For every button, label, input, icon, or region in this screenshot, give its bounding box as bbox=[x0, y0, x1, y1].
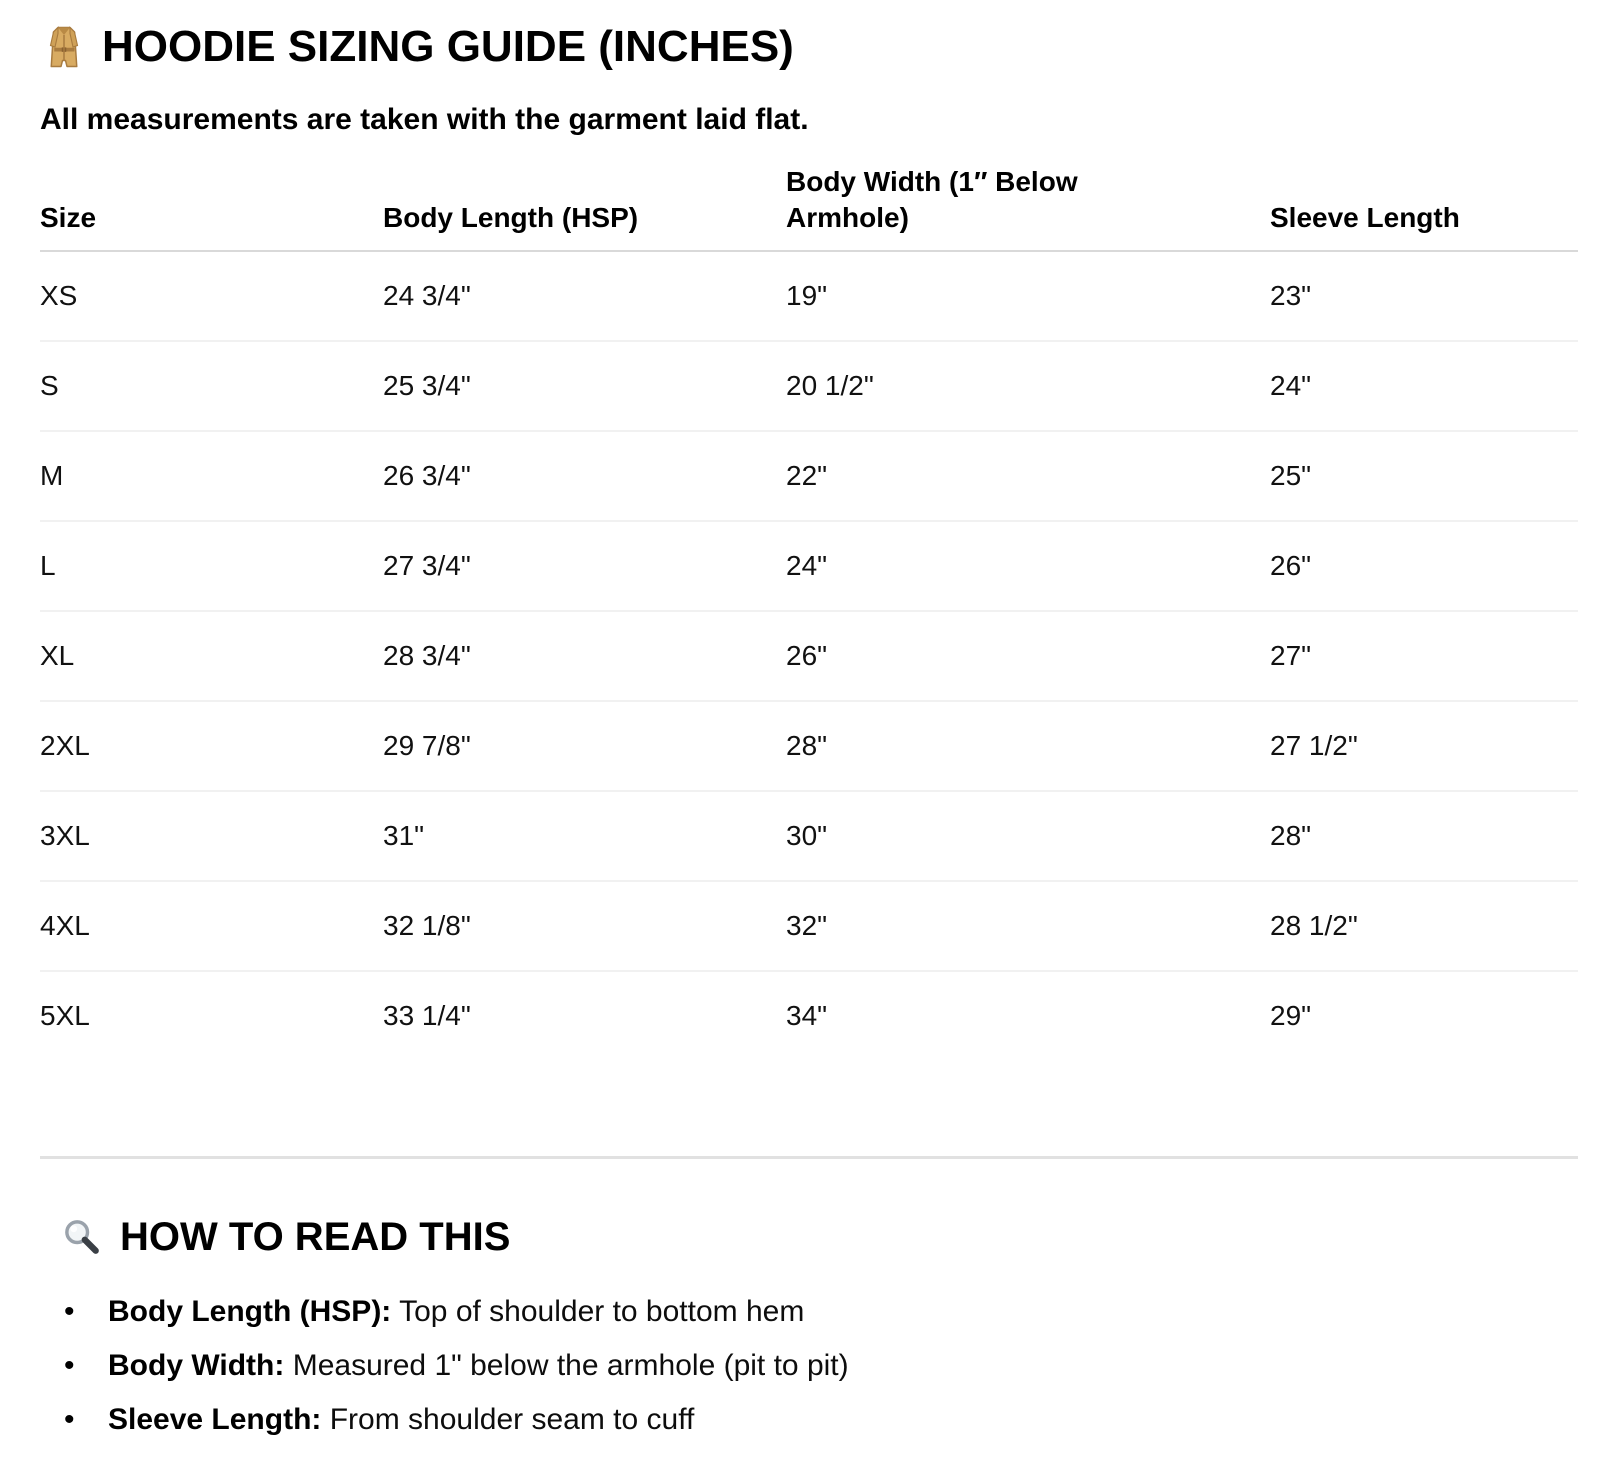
bullet-label: Body Width: bbox=[108, 1349, 285, 1382]
cell-size: XL bbox=[40, 611, 383, 701]
coat-icon bbox=[40, 23, 88, 71]
list-item bbox=[40, 1403, 1578, 1437]
cell-body-length: 32 1/8" bbox=[383, 881, 786, 971]
table-row bbox=[40, 701, 1578, 791]
table-row bbox=[40, 971, 1578, 1060]
cell-size: 4XL bbox=[40, 881, 383, 971]
column-header-body-width: Body Width (1″ Below Armhole) bbox=[786, 164, 1270, 251]
cell-body-width: 20 1/2" bbox=[786, 341, 1270, 431]
page-title bbox=[40, 22, 1578, 72]
column-header-size: Size bbox=[40, 164, 383, 251]
bullet-text: Top of shoulder to bottom hem bbox=[399, 1295, 805, 1328]
how-to-read-heading-text: HOW TO READ THIS bbox=[120, 1215, 511, 1259]
list-item bbox=[40, 1349, 1578, 1383]
section-divider bbox=[40, 1156, 1578, 1159]
table-row bbox=[40, 251, 1578, 341]
cell-size: M bbox=[40, 431, 383, 521]
cell-size: 3XL bbox=[40, 791, 383, 881]
table-row bbox=[40, 791, 1578, 881]
cell-body-length: 25 3/4" bbox=[383, 341, 786, 431]
table-row bbox=[40, 341, 1578, 431]
cell-size: 2XL bbox=[40, 701, 383, 791]
cell-body-length: 33 1/4" bbox=[383, 1000, 471, 1031]
cell-sleeve-length: 29" bbox=[1270, 1000, 1312, 1031]
cell-size: S bbox=[40, 341, 383, 431]
cell-sleeve-length: 28" bbox=[1270, 791, 1578, 881]
cell-sleeve-length: 27 1/2" bbox=[1270, 701, 1578, 791]
cell-body-length: 28 3/4" bbox=[383, 611, 786, 701]
cell-body-width: 26" bbox=[786, 611, 1270, 701]
sizing-table bbox=[40, 164, 1578, 1060]
table-body bbox=[40, 251, 1578, 1060]
cell-sleeve-length: 25" bbox=[1270, 431, 1578, 521]
cell-body-length: 31" bbox=[383, 791, 786, 881]
cell-size: L bbox=[40, 521, 383, 611]
cell-sleeve-length: 23" bbox=[1270, 251, 1578, 341]
cell-sleeve-length: 26" bbox=[1270, 521, 1578, 611]
cell-body-width: 24" bbox=[786, 521, 1270, 611]
cell-body-width: 28" bbox=[786, 701, 1270, 791]
cell-body-width: 32" bbox=[786, 881, 1270, 971]
table-header-row bbox=[40, 164, 1578, 251]
cell-size: 5XL bbox=[40, 1000, 90, 1031]
magnifier-icon bbox=[60, 1215, 104, 1259]
bullet-text: Measured 1" below the armhole (pit to pit) bbox=[292, 1349, 849, 1382]
cell-body-width: 34" bbox=[786, 1000, 828, 1031]
cell-sleeve-length: 28 1/2" bbox=[1270, 881, 1578, 971]
cell-body-width: 30" bbox=[786, 791, 1270, 881]
cell-body-length: 27 3/4" bbox=[383, 521, 786, 611]
page-title-text: HOODIE SIZING GUIDE (INCHES) bbox=[102, 22, 794, 71]
table-row bbox=[40, 521, 1578, 611]
cell-sleeve-length: 27" bbox=[1270, 611, 1578, 701]
column-header-sleeve-length: Sleeve Length bbox=[1270, 164, 1578, 251]
list-item bbox=[40, 1295, 1578, 1329]
cell-size: XS bbox=[40, 251, 383, 341]
measurement-note: All measurements are taken with the garment laid flat. bbox=[40, 103, 809, 136]
table-row bbox=[40, 881, 1578, 971]
bullet-label: Body Length (HSP): bbox=[108, 1295, 392, 1328]
cell-body-length: 29 7/8" bbox=[383, 701, 786, 791]
how-to-read-list bbox=[40, 1295, 1578, 1437]
cell-body-length: 24 3/4" bbox=[383, 251, 786, 341]
cell-sleeve-length: 24" bbox=[1270, 341, 1578, 431]
table-row bbox=[40, 611, 1578, 701]
bullet-label: Sleeve Length: bbox=[108, 1403, 322, 1436]
bullet-text: From shoulder seam to cuff bbox=[329, 1403, 695, 1436]
cell-body-width: 22" bbox=[786, 431, 1270, 521]
cell-body-width: 19" bbox=[786, 251, 1270, 341]
table-row bbox=[40, 431, 1578, 521]
column-header-body-length: Body Length (HSP) bbox=[383, 164, 786, 251]
sizing-guide-page bbox=[0, 22, 1618, 1437]
cell-body-length: 26 3/4" bbox=[383, 431, 786, 521]
how-to-read-heading bbox=[60, 1213, 1578, 1261]
